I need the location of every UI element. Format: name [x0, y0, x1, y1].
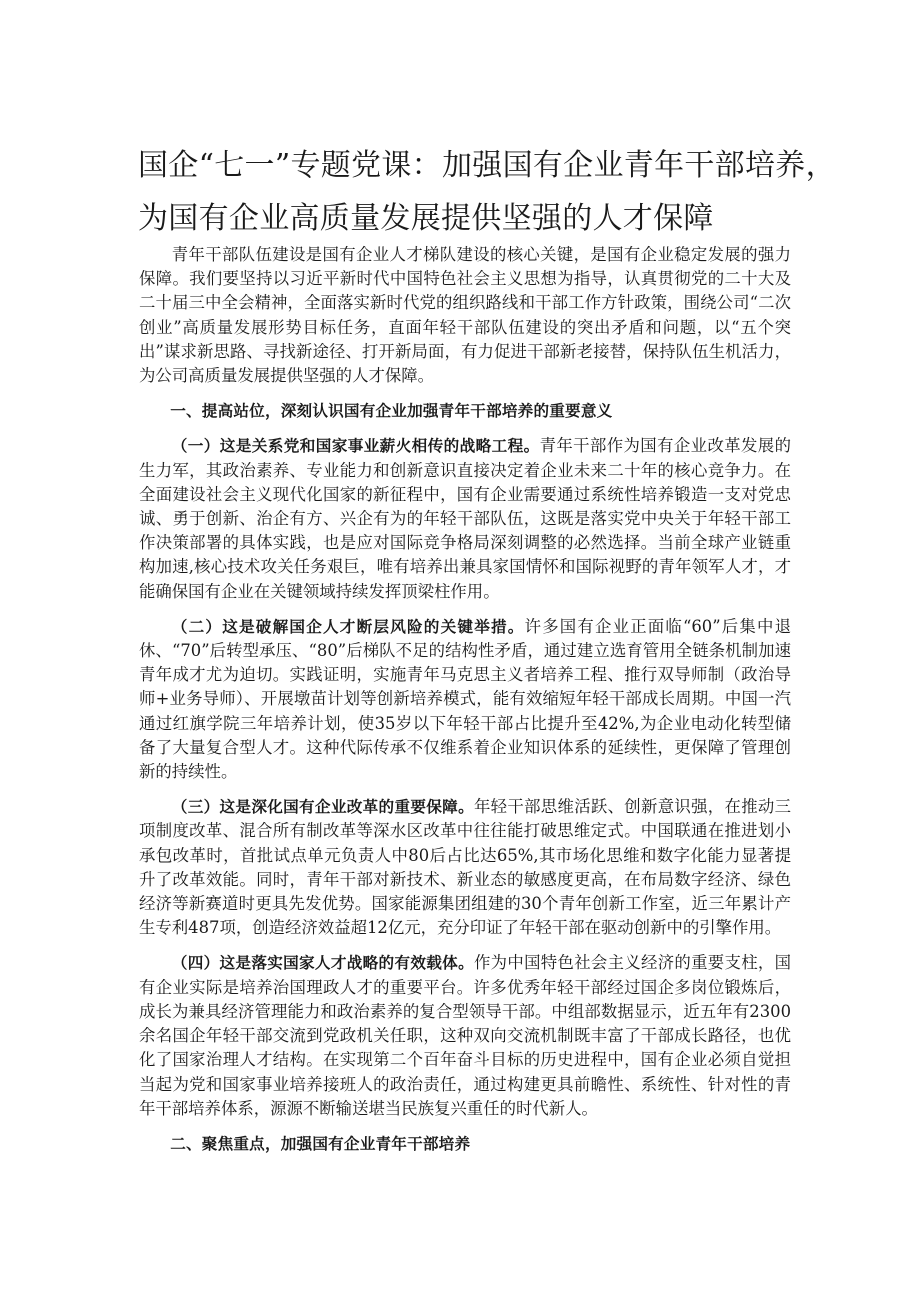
paragraph-text: 作为中国特色社会主义经济的重要支柱，国有企业实际是培养治国理政人才的重要平台。许多优秀年轻干部经过国企多岗位锻炼后，成长为兼具经济管理能力和政治素养的复合型领导干部。中组部数据显示，近五年有2300余名国企年轻干部交流到党政机关任职，这种双向交流机制既丰富了干部成长路径，也优化了国家治理人才结构。在实现第二个百年奋斗目标的历史进程中，国有企业必须自觉担当起为党和国家事业培养接班人的政治责任，通过构建更具前瞻性、系统性、针对性的青年干部培养体系，源源不断输送堪当民族复兴重任的时代新人。 [139, 953, 791, 1118]
body-paragraph-2 [139, 615, 791, 784]
document-body [139, 243, 791, 1167]
paragraph-lead: （二）这是破解国企人才断层风险的关键举措。 [171, 617, 525, 636]
paragraph-lead: （三）这是深化国有企业改革的重要保障。 [171, 798, 474, 817]
intro-paragraph: 青年干部队伍建设是国有企业人才梯队建设的核心关键，是国有企业稳定发展的强力保障。我们要坚持以习近平新时代中国特色社会主义思想为指导，认真贯彻党的二十大及二十届三中全会精神，全面落实新时代党的组织路线和干部工作方针政策，围绕公司“二次创业”高质量发展形势目标任务，直面年轻干部队伍建设的突出矛盾和问题，以“五个突出”谋求新思路、寻找新途径、打开新局面，有力促进干部新老接替，保持队伍生机活力，为公司高质量发展提供坚强的人才保障。 [139, 245, 791, 386]
section-heading-1: 一、提高站位，深刻认识国有企业加强青年干部培养的重要意义 [170, 402, 613, 421]
document-title-line-1: 国企“七一”专题党课：加强国有企业青年干部培养， [138, 148, 836, 183]
document-title-line-2: 为国有企业高质量发展提供坚强的人才保障 [138, 201, 714, 236]
body-paragraph-1 [139, 434, 791, 603]
body-paragraph-3 [139, 795, 791, 940]
paragraph-text: 许多国有企业正面临“60”后集中退休、“70”后转型承压、“80”后梯队不足的结构性矛盾，通过建立选育管用全链条机制加速青年成才尤为迫切。实践证明，实施青年马克思主义者培养工程、推行双导师制（政治导师+业务导师）、开展墩苗计划等创新培养模式，能有效缩短年轻干部成长周期。中国一汽通过红旗学院三年培养计划，使35岁以下年轻干部占比提升至42%,为企业电动化转型储备了大量复合型人才。这种代际传承不仅维系着企业知识体系的延续性，更保障了管理创新的持续性。 [139, 616, 791, 782]
body-paragraph-4 [139, 951, 791, 1120]
paragraph-text: 年轻干部思维活跃、创新意识强，在推动三项制度改革、混合所有制改革等深水区改革中往往能打破思维定式。中国联通在推进划小承包改革时，首批试点单元负责人中80后占比达65%,其市场化思维和数字化能力显著提升了改革效能。同时，青年干部对新技术、新业态的敏感度更高，在布局数字经济、绿色经济等新赛道时更具先发优势。国家能源集团组建的30个青年创新工作室，近三年累计产生专利487项，创造经济效益超12亿元，充分印证了年轻干部在驱动创新中的引擎作用。 [139, 797, 791, 938]
section-heading-2: 二、聚焦重点，加强国有企业青年干部培养 [170, 1134, 471, 1153]
paragraph-text: 青年干部作为国有企业改革发展的生力军，其政治素养、专业能力和创新意识直接决定着企业未来二十年的核心竞争力。在全面建设社会主义现代化国家的新征程中，国有企业需要通过系统性培养锻造一支对党忠诚、勇于创新、治企有方、兴企有为的年轻干部队伍，这既是落实党中央关于年轻干部工作决策部署的具体实践，也是应对国际竞争格局深刻调整的必然选择。当前全球产业链重构加速,核心技术攻关任务艰巨，唯有培养出兼具家国情怀和国际视野的青年领军人才，才能确保国有企业在关键领域持续发挥顶梁柱作用。 [139, 436, 791, 601]
paragraph-lead: （四）这是落实国家人才战略的有效载体。 [171, 954, 474, 973]
paragraph-lead: （一）这是关系党和国家事业薪火相传的战略工程。 [171, 437, 540, 456]
